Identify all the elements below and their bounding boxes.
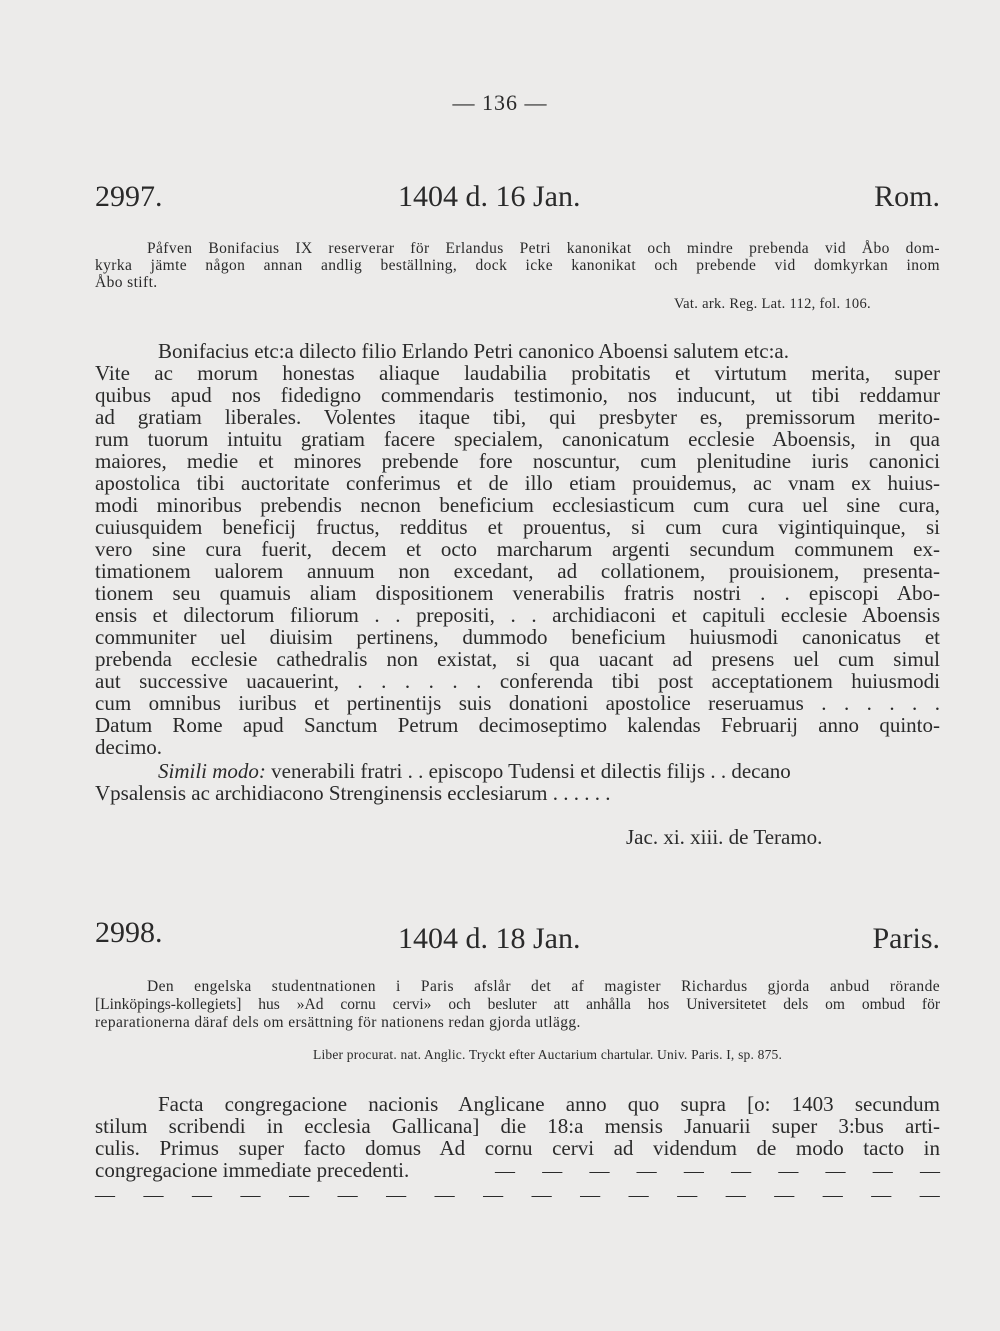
dash-mark: — xyxy=(872,1160,893,1182)
text-line: vero sine cura fuerit, decem et octo marcharum argenti secundum communem ex- xyxy=(95,537,940,561)
text-line: communiter uel diuisim pertinens, dummodo beneficium huiusmodi canonicatus et xyxy=(95,625,940,649)
simili-label: Simili modo: xyxy=(158,759,266,783)
ellipsis-dashes xyxy=(95,1184,940,1207)
summary-line: Den engelska studentnationen i Paris afslår det af magister Richardus gjorda anbud rörande xyxy=(147,978,940,995)
entry-number: 2998. xyxy=(95,916,163,949)
dash-mark: — xyxy=(531,1184,552,1206)
text-line: Datum Rome apud Sanctum Petrum decimoseptimo kalendas Februarij anno quinto- xyxy=(95,713,940,737)
dash-mark: — xyxy=(143,1184,164,1206)
dash-mark: — xyxy=(589,1160,610,1182)
summary-line: kyrka jämte någon annan andlig beställning, dock icke kanonikat och prebende vid domkyrkan inom xyxy=(95,257,940,274)
entry-place: Paris. xyxy=(872,922,940,955)
dash-mark: — xyxy=(434,1184,455,1206)
text-line: ad gratiam liberales. Volentes itaque tibi, qui presbyter es, premissorum merito- xyxy=(95,405,940,429)
text-line: Bonifacius etc:a dilecto filio Erlando Petri canonico Aboensi salutem etc:a. xyxy=(158,339,789,363)
dash-mark: — xyxy=(822,1184,843,1206)
dash-mark: — xyxy=(483,1184,504,1206)
source-reference: Vat. ark. Reg. Lat. 112, fol. 106. xyxy=(674,296,871,312)
dash-mark: — xyxy=(542,1160,563,1182)
dash-mark: — xyxy=(337,1184,358,1206)
text-line: modi minoribus prebendis necnon beneficium ecclesiasticum cum cura uel sine cura, xyxy=(95,493,940,517)
simili-text: venerabili fratri . . episcopo Tudensi et dilectis filijs . . decano xyxy=(265,759,791,783)
dash-mark: — xyxy=(731,1160,752,1182)
entry-number: 2997. xyxy=(95,180,163,213)
dash-mark: — xyxy=(725,1184,746,1206)
dash-mark: — xyxy=(683,1160,704,1182)
ellipsis-dashes xyxy=(495,1160,940,1183)
summary-line: [Linköpings-kollegiets] hus »Ad cornu cervi» och besluter att anhålla hos Universitetet dels om ombud för xyxy=(95,996,940,1013)
text-line: cum omnibus iuribus et pertinentijs suis donationi apostolice reseruamus . . . . . . xyxy=(95,691,940,715)
text-line: tionem seu quamuis aliam dispositionem venerabilis fratris nostri . . episcopi Abo- xyxy=(95,581,940,605)
dash-mark: — xyxy=(386,1184,407,1206)
dash-mark: — xyxy=(580,1184,601,1206)
page-number: — 136 — xyxy=(452,90,548,115)
text-line: ensis et dilectorum filiorum . . prepositi, . . archidiaconi et capituli ecclesie Aboensis xyxy=(95,603,940,627)
text-line: Vpsalensis ac archidiacono Strenginensis ecclesiarum . . . . . . xyxy=(95,781,611,805)
summary-line: Påfven Bonifacius IX reserverar för Erlandus Petri kanonikat och mindre prebenda vid Åbo dom- xyxy=(147,240,940,257)
text-line: maiores, medie et minores prebende fore noscuntur, cum plenitudine iuris canonici xyxy=(95,449,940,473)
dash-mark: — xyxy=(778,1160,799,1182)
text-line: cuiusquidem beneficij fructus, redditus et prouentus, si cum cura vigintiquinque, si xyxy=(95,515,940,539)
dash-mark: — xyxy=(919,1160,940,1182)
entry-date: 1404 d. 18 Jan. xyxy=(398,922,581,955)
dash-mark: — xyxy=(495,1160,515,1182)
text-line: decimo. xyxy=(95,735,163,759)
dash-mark: — xyxy=(677,1184,698,1206)
dash-mark: — xyxy=(919,1184,940,1206)
dash-mark: — xyxy=(636,1160,657,1182)
text-line: aut successive uacauerint, . . . . . . conferenda tibi post acceptationem huiusmodi xyxy=(95,669,940,693)
dash-mark: — xyxy=(871,1184,892,1206)
text-line: Vite ac morum honestas aliaque laudabilia probitatis et virtutum merita, super xyxy=(95,361,940,385)
dash-mark: — xyxy=(95,1184,115,1206)
simili-line xyxy=(158,760,791,782)
dash-mark: — xyxy=(289,1184,310,1206)
text-line: prebenda ecclesie cathedralis non existat, si qua uacant ad presens uel cum simul xyxy=(95,647,940,671)
signature: Jac. xi. xiii. de Teramo. xyxy=(626,825,823,849)
text-line: congregacione immediate precedenti. xyxy=(95,1158,410,1182)
text-line: Facta congregacione nacionis Anglicane anno quo supra [o: 1403 secundum xyxy=(158,1092,940,1116)
text-line: rum tuorum intuitu gratiam facere specialem, canonicatum ecclesie Aboensis, in qua xyxy=(95,427,940,451)
summary-line: Åbo stift. xyxy=(95,274,158,291)
dash-mark: — xyxy=(628,1184,649,1206)
text-line: culis. Primus super facto domus Ad cornu cervi ad videndum de modo tacto in xyxy=(95,1136,940,1160)
text-line: apostolica tibi auctoritate conferimus et de illo etiam prouidemus, ac vnam ex huius- xyxy=(95,471,940,495)
text-line: quibus apud nos fidedigno commendaris testimonio, nos inducunt, ut tibi reddamur xyxy=(95,383,940,407)
text-line: timationem ualorem annuum non excedant, ad collationem, prouisionem, presenta- xyxy=(95,559,940,583)
dash-mark: — xyxy=(192,1184,213,1206)
entry-date: 1404 d. 16 Jan. xyxy=(398,180,581,213)
dash-mark: — xyxy=(240,1184,261,1206)
text-line: stilum scribendi in ecclesia Gallicana] die 18:a mensis Januarii super 3:bus arti- xyxy=(95,1114,940,1138)
summary-line: reparationerna däraf dels om ersättning för nationens redan gjorda utlägg. xyxy=(95,1014,581,1031)
dash-mark: — xyxy=(825,1160,846,1182)
entry-place: Rom. xyxy=(874,180,940,213)
dash-mark: — xyxy=(774,1184,795,1206)
source-reference: Liber procurat. nat. Anglic. Tryckt efter Auctarium chartular. Univ. Paris. I, sp. 875. xyxy=(313,1047,783,1062)
